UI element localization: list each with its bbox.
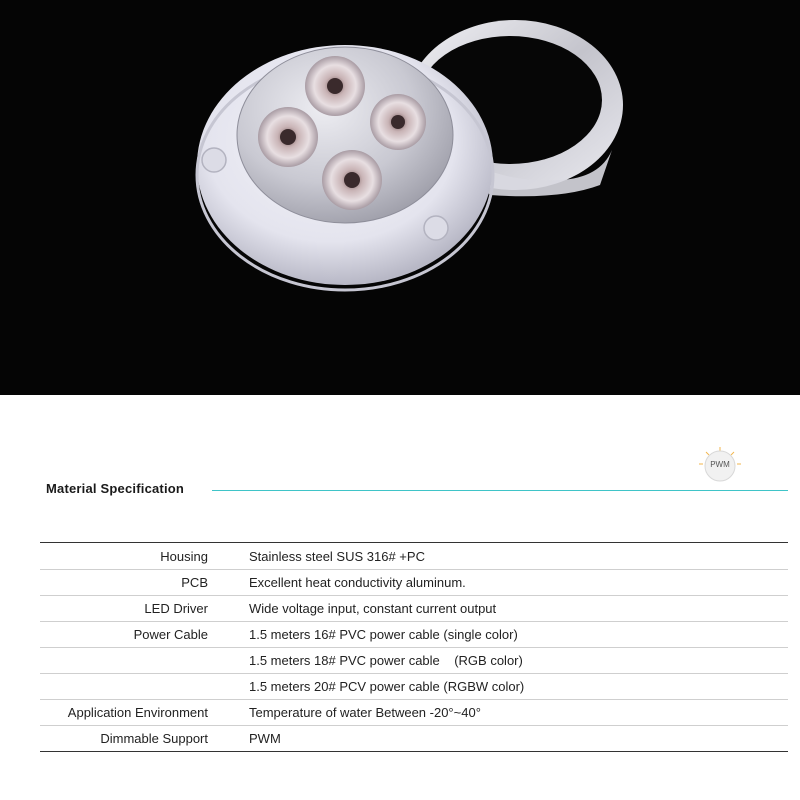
spec-value: PWM [249, 731, 281, 746]
spec-table [40, 542, 788, 752]
product-photo [0, 0, 800, 395]
title-divider [212, 490, 788, 491]
spec-row [40, 621, 788, 647]
spec-label: Power Cable [133, 627, 208, 642]
spec-value: Temperature of water Between -20°~40° [249, 705, 481, 720]
spec-value: 1.5 meters 16# PVC power cable (single color) [249, 627, 518, 642]
pwm-badge-label: PWM [710, 460, 730, 469]
pwm-badge [696, 446, 744, 486]
spec-row [40, 595, 788, 621]
spec-row [40, 699, 788, 725]
underwater-led-light-photo [0, 0, 800, 395]
spec-value: Wide voltage input, constant current output [249, 601, 497, 616]
spec-label: Dimmable Support [100, 731, 208, 746]
spec-label: Housing [160, 548, 208, 564]
spec-row [40, 543, 788, 569]
spec-row [40, 569, 788, 595]
spec-label: Application Environment [67, 705, 208, 720]
spec-value: Excellent heat conductivity aluminum. [249, 575, 466, 590]
spec-label: PCB [181, 575, 208, 590]
section-title: Material Specification [46, 481, 185, 496]
spec-row [40, 725, 788, 751]
spec-value: 1.5 meters 18# PVC power cable (RGB color) [249, 653, 523, 668]
spec-row [40, 673, 788, 699]
spec-value: Stainless steel SUS 316# +PC [249, 548, 425, 564]
spec-row [40, 647, 788, 673]
spec-value: 1.5 meters 20# PCV power cable (RGBW color) [249, 679, 525, 694]
spec-label: LED Driver [144, 601, 208, 616]
